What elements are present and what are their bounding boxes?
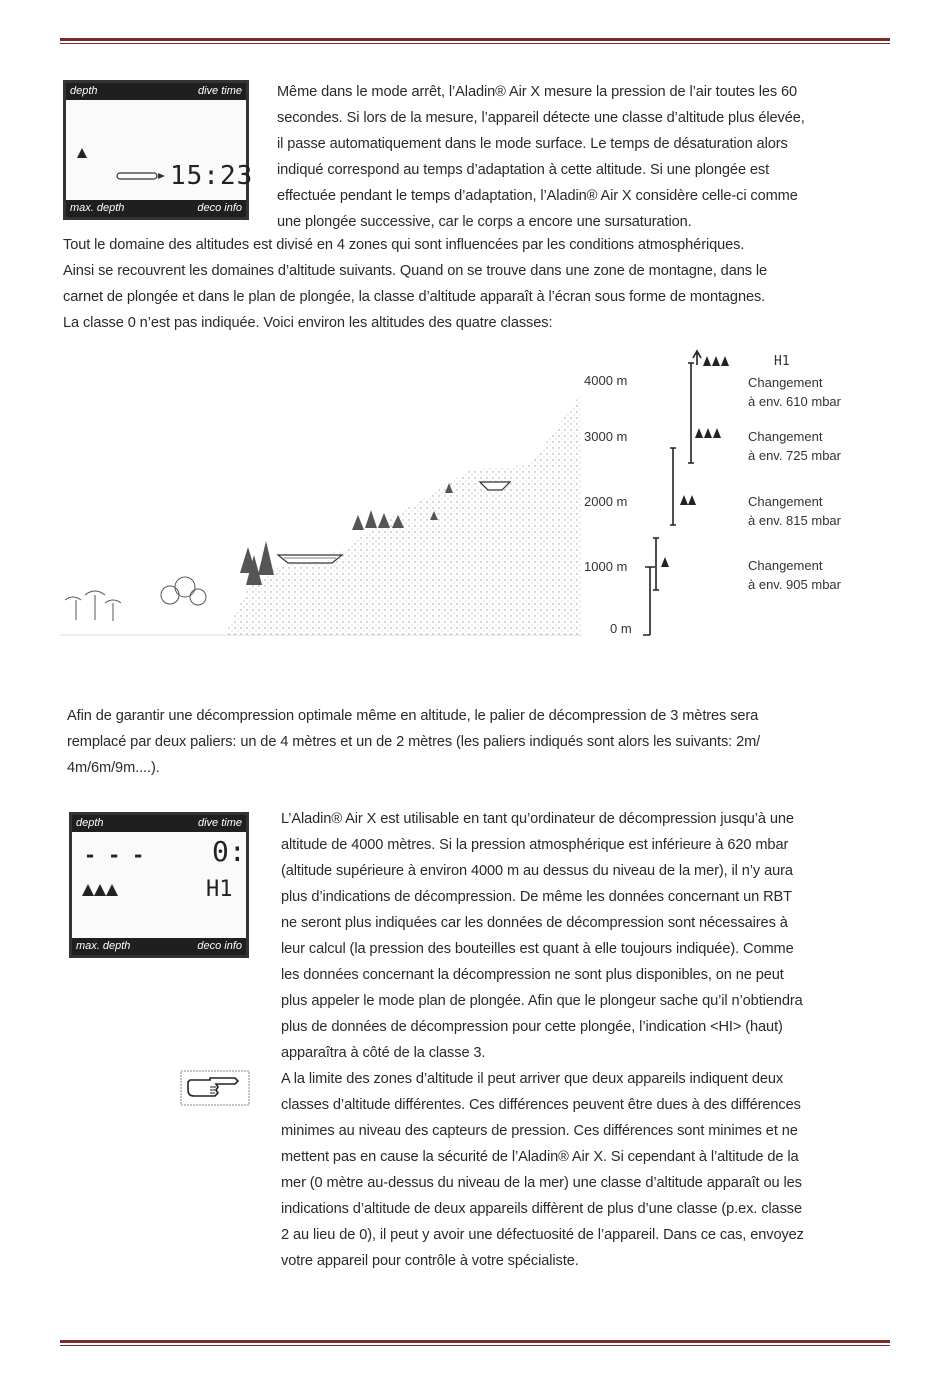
dive-time-label: dive time — [197, 817, 242, 829]
change-725: Changement à env. 725 mbar — [748, 429, 841, 463]
depth-label: depth — [70, 85, 98, 97]
altitude-label-3000: 3000 m — [584, 429, 628, 444]
altitude-class-1-icon — [76, 147, 88, 159]
top-rule — [60, 38, 890, 41]
deco-info-label: deco info — [197, 202, 242, 214]
altitude-zones-paragraph: Tout le domaine des altitudes est divisé en 4 zones qui sont influencées par les conditions atmosphériques. Ainsi se recouvrent les domaines d’altitude suivants. Quand on se trouve dans une zone de montagne, dans le carnet de plongée et dans le plan de plongée, la classe d’altitude apparaît à l’écran sous forme de montagnes. La classe 0 n’est pas indiquée. Voici environ les altitudes des quatre classes: — [63, 237, 768, 331]
intro-paragraph: Même dans le mode arrêt, l’Aladin® Air X mesure la pression de l’air toutes les 60 secondes. Si lors de la mesure, l’appareil détecte une classe d’altitude plus élevée, il passe automatiquement dans le mode surface. Le temps de désaturation alors indiqué correspond au temps d’adaptation à cette altitude. Si une plongée est effectuée pendant le temps d’adaptation, l’Aladin® Air X considère celle-ci comme une plongée successive, car le corps a encore une sursaturation. — [277, 84, 805, 230]
hi-indicator: H1 — [774, 354, 790, 369]
decompression-stops-paragraph: Afin de garantir une décompression optimale même en altitude, le palier de décompression de 3 mètres sera remplacé par deux paliers: un de 4 mètres et un de 2 mètres (les paliers indiqués sont alors les suivants: 2m/ 4m/6m/9m....). — [67, 708, 761, 776]
dive-computer-display-surface — [63, 80, 254, 220]
mountain-landscape-illustration — [60, 345, 600, 645]
max-altitude-paragraph: L’Aladin® Air X est utilisable en tant qu’ordinateur de décompression jusqu’à une altitude de 4000 mètres. Si la pression atmosphérique est inférieure à 620 mbar (altitude supérieure à environ 4000 m au dessus du niveau de la mer), il n’y aura plus d’indications de décompression. De même les données concernant un RBT ne seront plus indiquées car les données de décompression sont nécessaires à leur calcul (la pression des bouteilles est quant à elle toujours indiquée). Comme les données concernant la décompression ne sont plus disponibles, on ne peut plus appeler le mode plan de plongée. Afin que le plongeur sache qu’il n’obtiendra plus de données de décompression pour cette plongée, l’indication <HI> (haut) apparaîtra à côté de la classe 3. — [281, 811, 803, 1061]
dive-time-label: dive time — [197, 85, 242, 97]
depth-dashes: - - - — [84, 843, 145, 867]
pointing-hand-note-icon — [180, 1070, 250, 1106]
change-610: Changement à env. 610 mbar — [748, 375, 841, 409]
display-bottom-bar — [66, 200, 246, 217]
altitude-range-brackets — [625, 345, 745, 645]
bottom-rule — [60, 1340, 890, 1343]
altitude-class-3-icon — [82, 883, 118, 897]
depth-label: depth — [76, 817, 104, 829]
display-top-bar — [66, 83, 246, 100]
altitude-class-diagram — [60, 345, 890, 645]
change-905: Changement à env. 905 mbar — [748, 558, 841, 592]
dive-computer-display-hi — [69, 812, 249, 958]
hi-display: H1 — [206, 877, 233, 902]
altitude-label-4000: 4000 m — [584, 373, 628, 388]
display-top-bar — [72, 815, 246, 832]
tank-pressure-icon — [116, 171, 166, 181]
altitude-label-0: 0 m — [610, 621, 632, 636]
altitude-label-1000: 1000 m — [584, 559, 628, 574]
altitude-label-2000: 2000 m — [584, 494, 628, 509]
sensor-difference-paragraph: A la limite des zones d’altitude il peut arriver que deux appareils indiquent deux classes d’altitude différentes. Ces différences peuvent être dues à des différences minimes au niveau des capteurs de pression. Ces différences sont minimes et ne mettent pas en cause la sécurité de l’Aladin® Air X. Si cependant à l’altitude de la mer (0 mètre au-dessus du niveau de la mer) une classe d’altitude apparaît ou les indications d’altitude de deux appareils diffèrent de plus d’une classe (p.ex. classe 2 au lieu de 0), il peut y avoir une défectuosité de l’appareil. Dans ce cas, envoyez votre appareil pour contrôle à votre spécialiste. — [281, 1071, 804, 1269]
dive-time-zero: 0: — [212, 835, 246, 868]
max-depth-label: max. depth — [76, 940, 131, 952]
deco-info-label: deco info — [197, 940, 242, 952]
max-depth-label: max. depth — [70, 202, 125, 214]
desaturation-time: 15:23 — [170, 161, 254, 191]
display-bottom-bar — [72, 938, 246, 955]
change-815: Changement à env. 815 mbar — [748, 494, 841, 528]
